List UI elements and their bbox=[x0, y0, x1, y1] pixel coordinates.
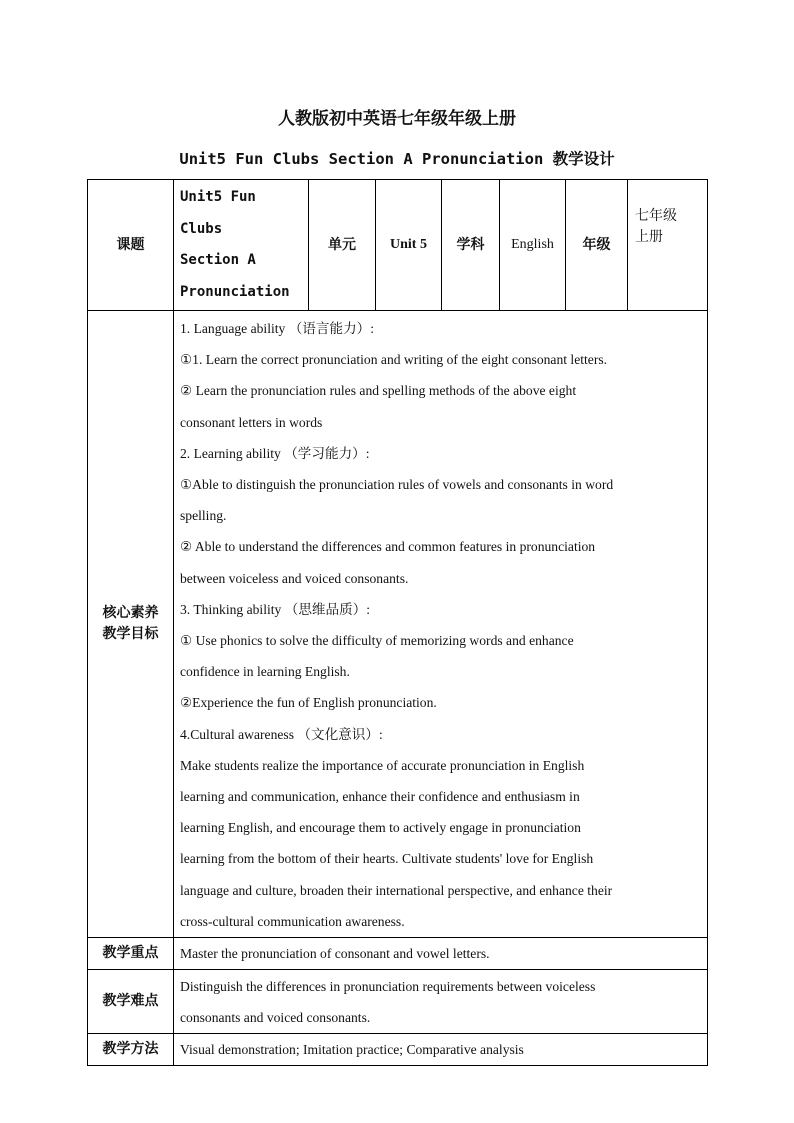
objective-line: learning English, and encourage them to actively engage in pronunciation bbox=[180, 820, 581, 836]
objective-line: 3. Thinking ability （思维品质）: bbox=[180, 601, 371, 617]
difficult-points-line: Distinguish the differences in pronunciation requirements between voiceless bbox=[180, 978, 596, 994]
teaching-methods-row bbox=[88, 1034, 708, 1066]
objective-line: learning and communication, enhance their confidence and enthusiasm in bbox=[180, 789, 580, 805]
teaching-methods-label: 教学方法 bbox=[88, 1034, 174, 1066]
topic-label: 课题 bbox=[88, 180, 174, 311]
unit-label: 单元 bbox=[309, 180, 376, 311]
objective-line: language and culture, broaden their international perspective, and enhance their bbox=[180, 882, 613, 898]
document-title: 人教版初中英语七年级年级上册 bbox=[278, 109, 516, 129]
difficult-points-line: consonants and voiced consonants. bbox=[180, 1009, 371, 1025]
core-literacy-content bbox=[174, 311, 708, 938]
topic-line: Pronunciation bbox=[180, 283, 290, 300]
core-literacy-label-line: 教学目标 bbox=[102, 626, 159, 643]
difficult-points-content bbox=[174, 970, 708, 1034]
difficult-points-row bbox=[88, 970, 708, 1034]
objective-line: cross-cultural communication awareness. bbox=[180, 913, 405, 929]
objective-line: consonant letters in words bbox=[180, 414, 323, 430]
objective-line: Make students realize the importance of accurate pronunciation in English bbox=[180, 757, 585, 773]
topic-line: Unit5 Fun Clubs bbox=[180, 189, 256, 237]
objective-line: learning from the bottom of their hearts. Cultivate students' love for English bbox=[180, 851, 594, 867]
objective-line: 1. Language ability （语言能力）: bbox=[180, 321, 375, 336]
difficult-points-label: 教学难点 bbox=[88, 970, 174, 1034]
grade-line: 七年级 bbox=[635, 208, 677, 224]
subject-label: 学科 bbox=[442, 180, 500, 311]
objective-line: ② Learn the pronunciation rules and spelling methods of the above eight bbox=[180, 383, 577, 399]
core-literacy-label bbox=[88, 311, 174, 938]
grade-value bbox=[628, 180, 708, 311]
unit-value: Unit 5 bbox=[376, 180, 442, 311]
objective-line: 4.Cultural awareness （文化意识）: bbox=[180, 726, 383, 742]
objective-line: ①1. Learn the correct pronunciation and writing of the eight consonant letters. bbox=[180, 352, 608, 368]
objective-line: spelling. bbox=[180, 508, 227, 524]
objective-line: confidence in learning English. bbox=[180, 664, 350, 680]
objective-line: ② Able to understand the differences and common features in pronunciation bbox=[180, 539, 596, 555]
key-points-content bbox=[174, 938, 708, 970]
grade-line: 上册 bbox=[635, 229, 663, 245]
objective-line: between voiceless and voiced consonants. bbox=[180, 570, 409, 586]
core-literacy-row bbox=[88, 311, 708, 938]
objective-line: 2. Learning ability （学习能力）: bbox=[180, 445, 370, 461]
teaching-methods-text: Visual demonstration; Imitation practice; Comparative analysis bbox=[180, 1042, 524, 1058]
topic-line: Section A bbox=[180, 252, 256, 268]
lesson-plan-table bbox=[87, 179, 708, 1066]
key-points-label: 教学重点 bbox=[88, 938, 174, 970]
document-subtitle: Unit5 Fun Clubs Section A Pronunciation 教学设计 bbox=[179, 150, 615, 168]
core-literacy-label-line: 核心素养 bbox=[102, 605, 159, 622]
grade-label: 年级 bbox=[566, 180, 628, 311]
objective-line: ① Use phonics to solve the difficulty of memorizing words and enhance bbox=[180, 633, 574, 649]
teaching-methods-content bbox=[174, 1034, 708, 1066]
header-row bbox=[88, 180, 708, 311]
objective-line: ①Able to distinguish the pronunciation rules of vowels and consonants in word bbox=[180, 477, 614, 493]
key-points-text: Master the pronunciation of consonant and vowel letters. bbox=[180, 946, 490, 962]
subject-value: English bbox=[500, 180, 566, 311]
topic-value bbox=[174, 180, 309, 311]
objective-line: ②Experience the fun of English pronunciation. bbox=[180, 695, 437, 711]
key-points-row bbox=[88, 938, 708, 970]
